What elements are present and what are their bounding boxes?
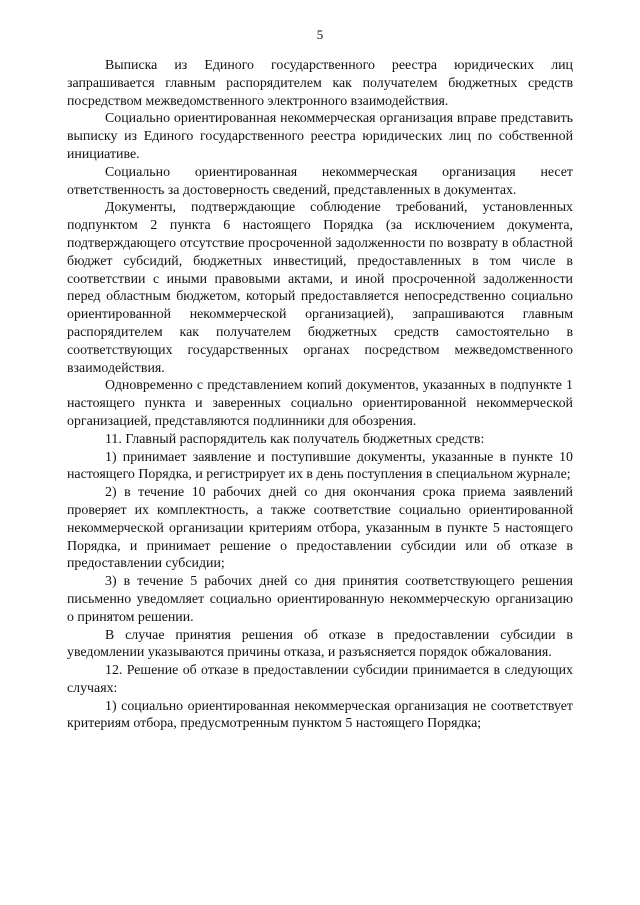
paragraph: В случае принятия решения об отказе в предоставлении субсидии в уведомлении указываются причины отказа, и разъясняется порядок обжалования. — [67, 627, 573, 661]
paragraph: 1) социально ориентированная некоммерческая организация не соответствует критериям отбора, предусмотренным пунктом 5 настоящего Порядка; — [67, 698, 573, 732]
paragraph: 3) в течение 5 рабочих дней со дня принятия соответствующего решения письменно уведомляет социально ориентированную некоммерческую организацию о принятом решении. — [67, 574, 573, 625]
paragraph: 1) принимает заявление и поступившие документы, указанные в пункте 10 настоящего Порядка, и регистрирует их в день поступления в специальном журнале; — [67, 449, 573, 483]
paragraph: Социально ориентированная некоммерческая организация несет ответственность за достоверность сведений, представленных в документах. — [67, 164, 573, 198]
paragraph: Одновременно с представлением копий документов, указанных в подпункте 1 настоящего пункта и заверенных социально ориентированной некоммерческой организацией, представляются подлинники для обозрения. — [67, 378, 573, 429]
paragraph: 12. Решение об отказе в предоставлении субсидии принимается в следующих случаях: — [67, 663, 573, 696]
paragraph: 11. Главный распорядитель как получатель бюджетных средств: — [105, 431, 485, 447]
paragraph: 2) в течение 10 рабочих дней со дня окончания срока приема заявлений проверяет их комплектность, а также соответствие социально ориентированной некоммерческой организации критериям отбора, указанным в пункте 5 настоящего Порядка, и принимает решение о предоставлении субсидии или об отказе в предоставлении субсидии; — [67, 485, 573, 572]
document-body — [67, 57, 573, 733]
paragraph: Выписка из Единого государственного реестра юридических лиц запрашивается главным распорядителем как получателем бюджетных средств посредством межведомственного электронного взаимодействия. — [67, 58, 573, 109]
paragraph: Документы, подтверждающие соблюдение требований, установленных подпунктом 2 пункта 6 настоящего Порядка (за исключением документа, подтверждающего отсутствие просроченной задолженности по возврату в областной бюджет субсидий, бюджетных инвестиций, предоставленных в том числе в соответствии с иными правовыми актами, и иной просроченной задолженности перед областным бюджетом, который предоставляется непосредственно социально ориентированной некоммерческой организацией), запрашиваются главным распорядителем как получателем бюджетных средств самостоятельно в соответствующих государственных органах посредством межведомственного взаимодействия. — [67, 200, 573, 376]
page-number: 5 — [316, 27, 324, 42]
paragraph: Социально ориентированная некоммерческая организация вправе представить выписку из Единого государственного реестра юридических лиц по собственной инициативе. — [67, 111, 573, 162]
